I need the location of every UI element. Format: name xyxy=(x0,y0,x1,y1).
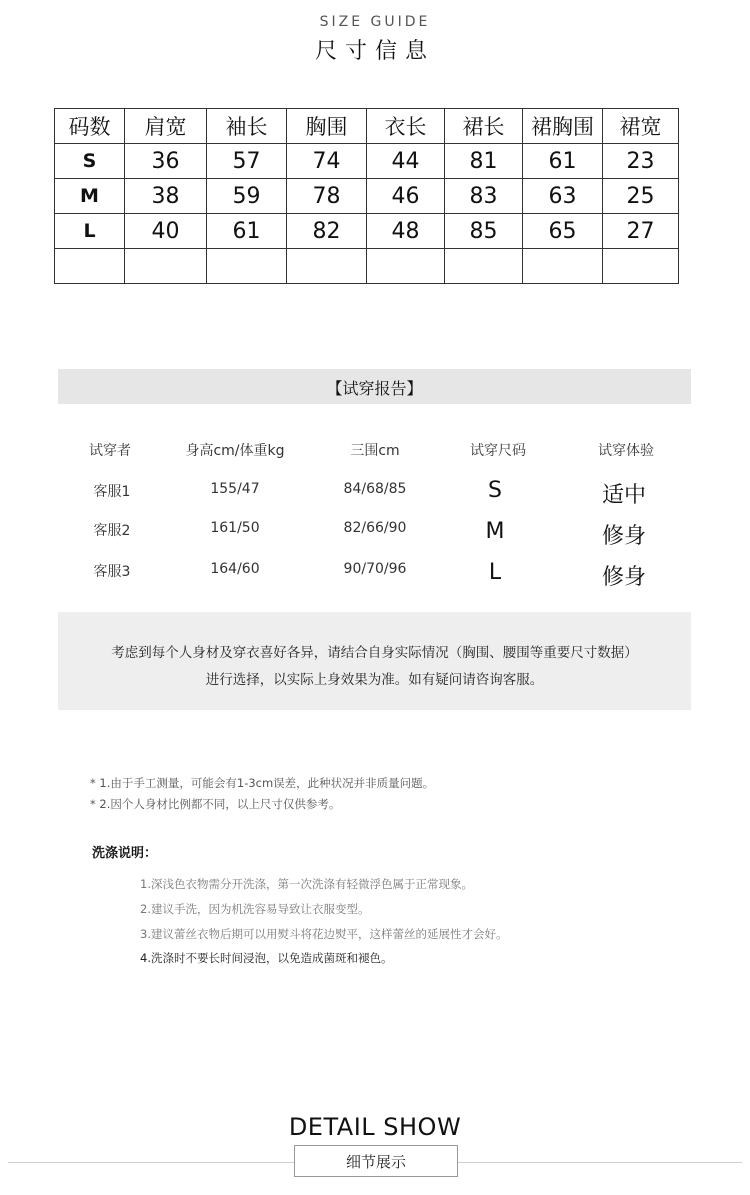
table-cell: 63 xyxy=(523,179,603,214)
header-skirt-width: 裙宽 xyxy=(603,109,679,144)
size-table-header-row xyxy=(55,109,679,144)
table-cell: M xyxy=(55,179,125,214)
table-cell: 25 xyxy=(603,179,679,214)
table-cell: 38 xyxy=(125,179,207,214)
table-cell: L xyxy=(55,214,125,249)
table-cell: 27 xyxy=(603,214,679,249)
washing-item: 2.建议手洗，因为机洗容易导致让衣服变型。 xyxy=(140,902,370,916)
header-skirt-length: 裙长 xyxy=(445,109,523,144)
size-guide-chinese-title: 尺寸信息 xyxy=(314,39,435,64)
report-cell-tester: 客服3 xyxy=(93,564,131,580)
table-row xyxy=(55,144,679,179)
table-cell xyxy=(523,249,603,284)
report-cell-size: L xyxy=(488,560,502,585)
washing-item: 4.洗涤时不要长时间浸泡，以免造成菌斑和褪色。 xyxy=(140,951,393,965)
report-cell-fit: 适中 xyxy=(601,483,646,508)
advice-box xyxy=(58,612,691,710)
table-row xyxy=(55,214,679,249)
table-cell xyxy=(603,249,679,284)
report-cell-fit: 修身 xyxy=(601,524,646,549)
table-cell: 74 xyxy=(287,144,367,179)
report-title: 【试穿报告】 xyxy=(326,379,423,398)
report-cell-height-weight: 164/60 xyxy=(210,561,260,577)
report-cell-height-weight: 155/47 xyxy=(210,481,260,497)
detail-show-subtitle: 细节展示 xyxy=(345,1153,406,1171)
report-cell-height-weight: 161/50 xyxy=(210,520,260,536)
table-cell: 82 xyxy=(287,214,367,249)
report-cell-fit: 修身 xyxy=(601,565,646,590)
report-cell-tester: 客服1 xyxy=(93,484,131,500)
report-header-height-weight: 身高cm/体重kg xyxy=(185,443,285,459)
report-cell-measurements: 84/68/85 xyxy=(343,481,407,497)
report-cell-size: S xyxy=(488,478,502,503)
washing-title: 洗涤说明： xyxy=(92,846,158,861)
report-cell-tester: 客服2 xyxy=(93,523,131,539)
report-cell-measurements: 90/70/96 xyxy=(343,561,407,577)
header-size: 码数 xyxy=(55,109,125,144)
table-cell: 65 xyxy=(523,214,603,249)
table-cell: 78 xyxy=(287,179,367,214)
table-cell: 40 xyxy=(125,214,207,249)
table-cell: 36 xyxy=(125,144,207,179)
table-cell xyxy=(367,249,445,284)
advice-line-2: 进行选择，以实际上身效果为准。如有疑问请咨询客服。 xyxy=(205,672,544,688)
header-shoulder: 肩宽 xyxy=(125,109,207,144)
report-cell-measurements: 82/66/90 xyxy=(343,520,407,536)
table-cell xyxy=(445,249,523,284)
table-cell: 46 xyxy=(367,179,445,214)
table-cell xyxy=(55,249,125,284)
table-cell: 85 xyxy=(445,214,523,249)
table-row-empty xyxy=(55,249,679,284)
report-header-tester: 试穿者 xyxy=(89,443,131,459)
report-header-measurements: 三围cm xyxy=(350,443,400,459)
header-bust: 胸围 xyxy=(287,109,367,144)
table-cell xyxy=(287,249,367,284)
table-cell: 81 xyxy=(445,144,523,179)
table-cell: 61 xyxy=(207,214,287,249)
washing-item: 1.深浅色衣物需分开洗涤，第一次洗涤有轻微浮色属于正常现象。 xyxy=(140,877,473,891)
table-cell: 48 xyxy=(367,214,445,249)
advice-line-1: 考虑到每个人身材及穿衣喜好各异，请结合自身实际情况（胸围、腰围等重要尺寸数据） xyxy=(111,645,638,661)
table-row xyxy=(55,179,679,214)
table-cell: 23 xyxy=(603,144,679,179)
report-cell-size: M xyxy=(485,519,505,544)
size-table xyxy=(54,108,679,284)
footnote: * 2.因个人身材比例都不同，以上尺寸仅供参考。 xyxy=(90,797,341,811)
washing-item: 3.建议蕾丝衣物后期可以用熨斗将花边熨平，这样蕾丝的延展性才会好。 xyxy=(140,927,508,941)
table-cell xyxy=(207,249,287,284)
table-cell: 61 xyxy=(523,144,603,179)
header-top-length: 衣长 xyxy=(367,109,445,144)
header-skirt-bust: 裙胸围 xyxy=(523,109,603,144)
footnote: * 1.由于手工测量，可能会有1-3cm误差，此种状况并非质量问题。 xyxy=(90,776,435,790)
header-sleeve: 袖长 xyxy=(207,109,287,144)
table-cell: 83 xyxy=(445,179,523,214)
detail-show-title: DETAIL SHOW xyxy=(288,1113,462,1141)
table-cell: S xyxy=(55,144,125,179)
table-cell xyxy=(125,249,207,284)
table-cell: 59 xyxy=(207,179,287,214)
report-header-fit: 试穿体验 xyxy=(598,443,654,459)
table-cell: 57 xyxy=(207,144,287,179)
size-guide-english-title: SIZE GUIDE xyxy=(319,14,431,30)
table-cell: 44 xyxy=(367,144,445,179)
report-header-size: 试穿尺码 xyxy=(470,443,526,459)
